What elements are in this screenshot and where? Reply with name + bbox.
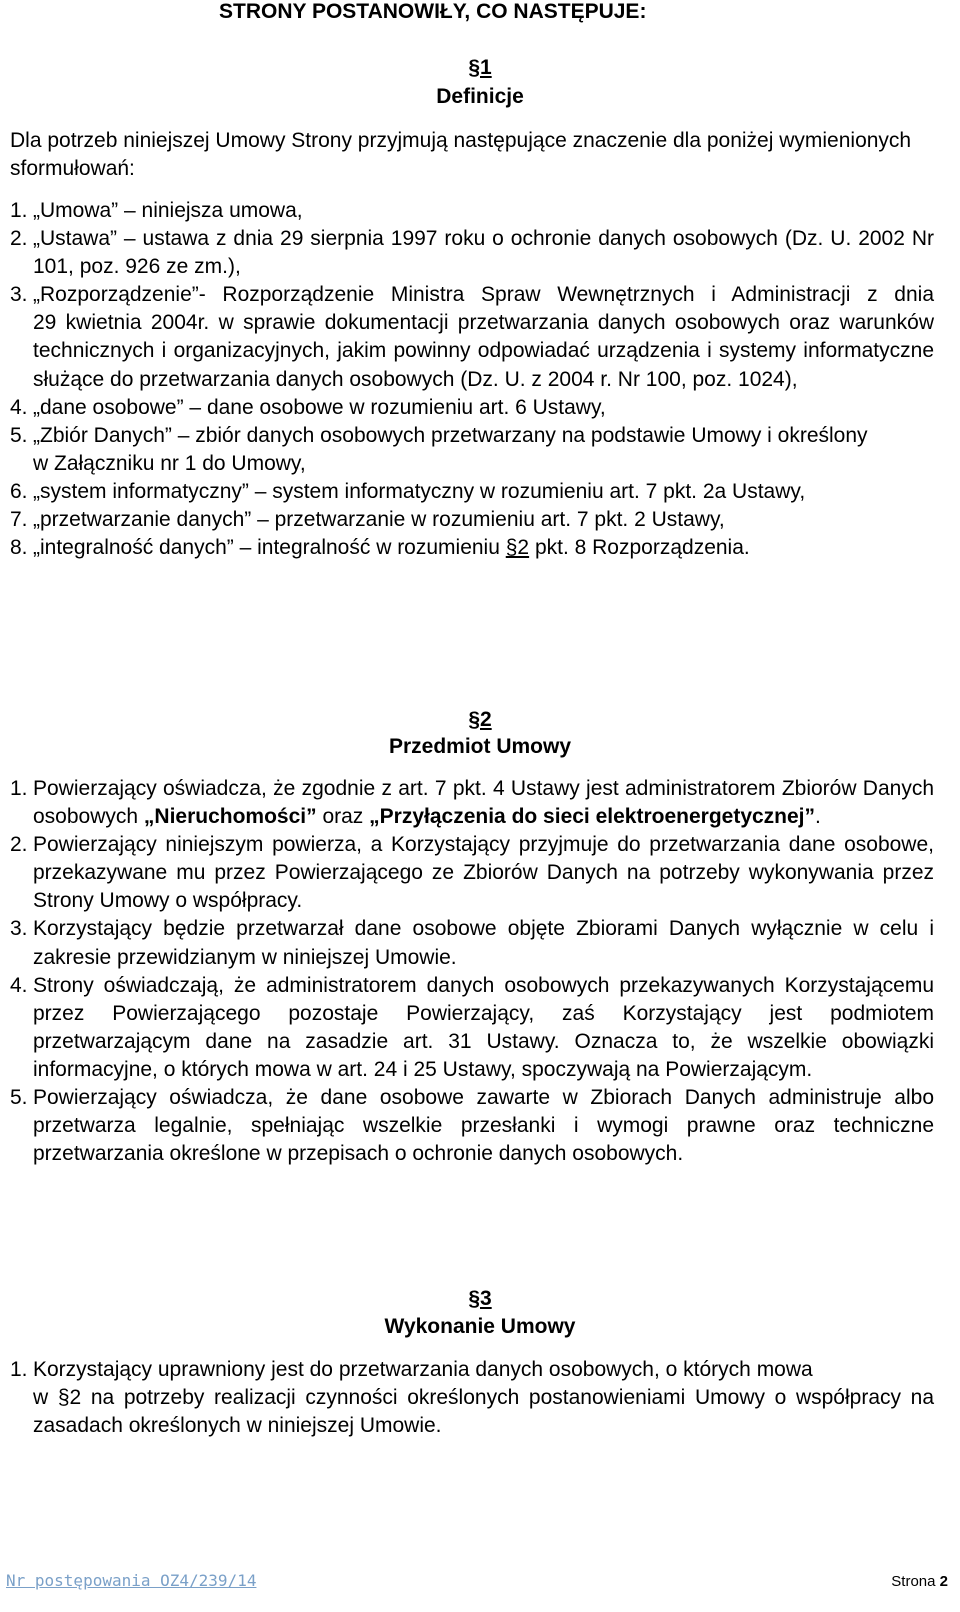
- list-item: 3. Korzystający będzie przetwarzał dane osobowe objęte Zbiorami Danych wyłącznie w celu i zakresie przewidzianym w niniejszej Umowie.: [10, 917, 934, 969]
- section-2-title: Przedmiot Umowy: [388, 735, 572, 758]
- section-3-number: §3: [468, 1287, 492, 1310]
- section-3-list: [10, 1356, 934, 1440]
- list-item: 1. Korzystający uprawniony jest do przetwarzania danych osobowych, o których mowa w §2 na potrzeby realizacji czynności określonych postanowieniami Umowy o współpracy na zasadach określonych w niniejszej Umowie.: [10, 1358, 934, 1438]
- section-1-number: §1: [468, 56, 492, 79]
- list-item: 4. Strony oświadczają, że administratorem danych osobowych przekazywanych Korzystającemu przez Powierzającego pozostaje Powierzający, zaś Korzystający jest podmiotem przetwarzającym dane na zasadzie art. 31 Ustawy. Oznacza to, że wszelkie obowiązki informacyjne, o których mowa w art. 24 i 25 Ustawy, spoczywają na Powierzającym.: [10, 973, 934, 1081]
- section-1-intro: Dla potrzeb niniejszej Umowy Strony przyjmują następujące znaczenie dla poniżej wymienionych sformułowań:: [10, 129, 912, 180]
- list-item: 4. „dane osobowe” – dane osobowe w rozumieniu art. 6 Ustawy,: [10, 395, 606, 419]
- list-item: 5. Powierzający oświadcza, że dane osobowe zawarte w Zbiorach Danych administruje albo przetwarza legalnie, spełniając wszelkie przesłanki i wymogi prawne oraz techniczne przetwarzania określone w przepisach o ochronie danych osobowych.: [10, 1086, 934, 1166]
- section-1-title: Definicje: [436, 85, 524, 108]
- list-item: 6. „system informatyczny” – system informatyczny w rozumieniu art. 7 pkt. 2a Ustawy,: [10, 479, 806, 503]
- section-3-title: Wykonanie Umowy: [384, 1315, 576, 1338]
- definitions-list: [10, 197, 934, 562]
- section-2-number: §2: [468, 708, 492, 731]
- list-item: 2. Powierzający niniejszym powierza, a Korzystający przyjmuje do przetwarzania dane osobowe, przekazywane mu przez Powierzającego ze Zbiorów Danych na potrzeby wykonywania przez Strony Umowy o współpracy.: [10, 833, 934, 913]
- list-item: 1. Powierzający oświadcza, że zgodnie z art. 7 pkt. 4 Ustawy jest administratorem Zbiorów Danych osobowych „Nieruchomości” oraz „Przyłączenia do sieci elektroenergetycznej”.: [10, 777, 934, 829]
- list-item: 7. „przetwarzanie danych” – przetwarzanie w rozumieniu art. 7 pkt. 2 Ustawy,: [10, 508, 725, 532]
- section-2-list: [10, 775, 934, 1168]
- page-number: Strona 2: [891, 1573, 948, 1590]
- list-item: 3. „Rozporządzenie”- Rozporządzenie Ministra Spraw Wewnętrznych i Administracji z dnia 29 kwietnia 2004r. w sprawie dokumentacji przetwarzania danych osobowych oraz warunków technicznych i organizacyjnych, jakim powinny odpowiadać urządzenia i systemy informatyczne służące do przetwarzania danych osobowych (Dz. U. z 2004 r. Nr 100, poz. 1024),: [10, 283, 934, 391]
- list-item: 1. „Umowa” – niniejsza umowa,: [10, 199, 303, 222]
- intro-heading: STRONY POSTANOWIŁY, CO NASTĘPUJE:: [219, 0, 647, 23]
- list-item: 5. „Zbiór Danych” – zbiór danych osobowych przetwarzany na podstawie Umowy i określony w Załączniku nr 1 do Umowy,: [10, 423, 868, 475]
- list-item: 8. „integralność danych” – integralność w rozumieniu §2 pkt. 8 Rozporządzenia.: [10, 536, 750, 560]
- footer-reference-link[interactable]: Nr postępowania OZ4/239/14: [6, 1571, 257, 1590]
- list-item: 2. „Ustawa” – ustawa z dnia 29 sierpnia 1997 roku o ochronie danych osobowych (Dz. U. 2002 Nr 101, poz. 926 ze zm.),: [10, 227, 934, 279]
